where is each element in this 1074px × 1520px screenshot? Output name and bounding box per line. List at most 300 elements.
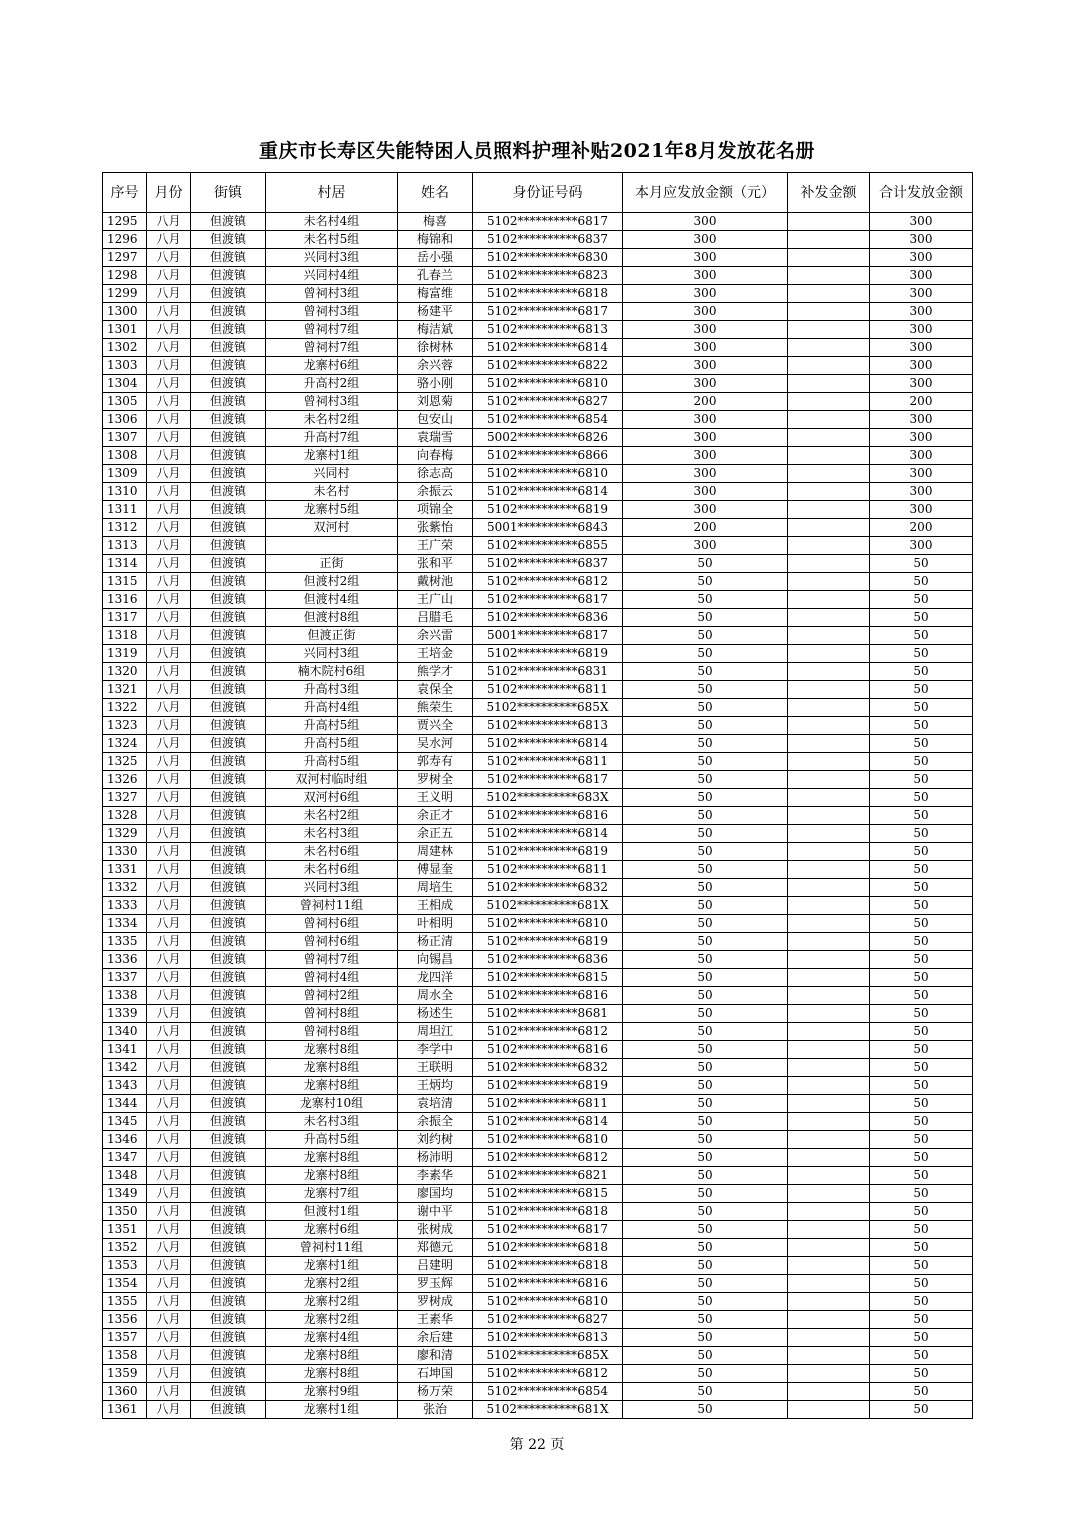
header-village: 村居 [266, 173, 398, 213]
cell-back-pay [788, 627, 870, 645]
cell-monthly-amount: 300 [623, 339, 788, 357]
cell-index: 1336 [103, 951, 147, 969]
cell-back-pay [788, 573, 870, 591]
cell-id-number: 5102**********6810 [473, 465, 623, 483]
cell-index: 1353 [103, 1257, 147, 1275]
cell-back-pay [788, 357, 870, 375]
table-row [103, 681, 973, 699]
cell-index: 1297 [103, 249, 147, 267]
cell-id-number: 5102**********6832 [473, 1059, 623, 1077]
table-row [103, 249, 973, 267]
cell-town: 但渡镇 [191, 339, 266, 357]
cell-id-number: 5102**********6821 [473, 1167, 623, 1185]
cell-id-number: 5102**********6855 [473, 537, 623, 555]
cell-total-amount: 300 [870, 375, 973, 393]
table-row [103, 1023, 973, 1041]
cell-month: 八月 [147, 1131, 191, 1149]
cell-id-number: 5102**********6817 [473, 591, 623, 609]
cell-month: 八月 [147, 735, 191, 753]
cell-index: 1296 [103, 231, 147, 249]
cell-back-pay [788, 861, 870, 879]
cell-name: 袁瑞雪 [398, 429, 473, 447]
cell-id-number: 5102**********6827 [473, 393, 623, 411]
table-row [103, 519, 973, 537]
cell-name: 余后建 [398, 1329, 473, 1347]
cell-monthly-amount: 50 [623, 627, 788, 645]
cell-id-number: 5102**********6831 [473, 663, 623, 681]
cell-index: 1356 [103, 1311, 147, 1329]
cell-month: 八月 [147, 303, 191, 321]
cell-village: 正街 [266, 555, 398, 573]
cell-back-pay [788, 1077, 870, 1095]
cell-index: 1312 [103, 519, 147, 537]
cell-total-amount: 50 [870, 807, 973, 825]
cell-total-amount: 50 [870, 915, 973, 933]
cell-town: 但渡镇 [191, 825, 266, 843]
cell-village: 但渡村4组 [266, 591, 398, 609]
cell-back-pay [788, 1329, 870, 1347]
cell-back-pay [788, 663, 870, 681]
cell-name: 廖和清 [398, 1347, 473, 1365]
cell-month: 八月 [147, 1329, 191, 1347]
cell-month: 八月 [147, 1149, 191, 1167]
cell-month: 八月 [147, 1113, 191, 1131]
cell-month: 八月 [147, 771, 191, 789]
cell-name: 王广荣 [398, 537, 473, 555]
cell-month: 八月 [147, 627, 191, 645]
cell-monthly-amount: 50 [623, 771, 788, 789]
cell-monthly-amount: 300 [623, 231, 788, 249]
cell-monthly-amount: 50 [623, 1257, 788, 1275]
cell-total-amount: 50 [870, 1347, 973, 1365]
cell-town: 但渡镇 [191, 1023, 266, 1041]
cell-town: 但渡镇 [191, 681, 266, 699]
cell-village: 未名村6组 [266, 843, 398, 861]
cell-back-pay [788, 537, 870, 555]
cell-town: 但渡镇 [191, 1257, 266, 1275]
cell-id-number: 5102**********6813 [473, 717, 623, 735]
cell-name: 罗树全 [398, 771, 473, 789]
cell-month: 八月 [147, 375, 191, 393]
cell-town: 但渡镇 [191, 951, 266, 969]
cell-total-amount: 50 [870, 735, 973, 753]
cell-name: 袁培清 [398, 1095, 473, 1113]
cell-back-pay [788, 501, 870, 519]
cell-total-amount: 300 [870, 465, 973, 483]
cell-back-pay [788, 429, 870, 447]
table-row [103, 465, 973, 483]
cell-total-amount: 50 [870, 1221, 973, 1239]
table-row [103, 447, 973, 465]
table-row [103, 627, 973, 645]
cell-total-amount: 50 [870, 1005, 973, 1023]
cell-index: 1328 [103, 807, 147, 825]
cell-id-number: 5102**********681X [473, 1401, 623, 1419]
cell-index: 1311 [103, 501, 147, 519]
table-row [103, 573, 973, 591]
cell-total-amount: 50 [870, 1329, 973, 1347]
cell-back-pay [788, 771, 870, 789]
table-row [103, 411, 973, 429]
cell-total-amount: 50 [870, 609, 973, 627]
cell-id-number: 5102**********6811 [473, 681, 623, 699]
cell-total-amount: 50 [870, 1041, 973, 1059]
cell-village: 但渡村8组 [266, 609, 398, 627]
cell-month: 八月 [147, 897, 191, 915]
cell-name: 骆小刚 [398, 375, 473, 393]
table-row [103, 1185, 973, 1203]
cell-index: 1313 [103, 537, 147, 555]
cell-total-amount: 50 [870, 1167, 973, 1185]
cell-index: 1347 [103, 1149, 147, 1167]
cell-total-amount: 50 [870, 1383, 973, 1401]
cell-index: 1346 [103, 1131, 147, 1149]
cell-total-amount: 50 [870, 897, 973, 915]
cell-name: 杨万荣 [398, 1383, 473, 1401]
cell-monthly-amount: 50 [623, 1239, 788, 1257]
cell-monthly-amount: 50 [623, 1383, 788, 1401]
cell-index: 1320 [103, 663, 147, 681]
cell-name: 戴树池 [398, 573, 473, 591]
cell-id-number: 5102**********6819 [473, 501, 623, 519]
cell-town: 但渡镇 [191, 249, 266, 267]
cell-name: 梅洁斌 [398, 321, 473, 339]
table-row [103, 879, 973, 897]
cell-village: 龙寨村5组 [266, 501, 398, 519]
cell-name: 包安山 [398, 411, 473, 429]
cell-name: 徐志高 [398, 465, 473, 483]
cell-town: 但渡镇 [191, 663, 266, 681]
cell-name: 张和平 [398, 555, 473, 573]
cell-total-amount: 300 [870, 231, 973, 249]
cell-month: 八月 [147, 231, 191, 249]
cell-total-amount: 50 [870, 699, 973, 717]
cell-name: 余兴蓉 [398, 357, 473, 375]
header-month: 月份 [147, 173, 191, 213]
cell-name: 张紫怡 [398, 519, 473, 537]
cell-index: 1345 [103, 1113, 147, 1131]
cell-month: 八月 [147, 1005, 191, 1023]
cell-id-number: 5102**********6810 [473, 1293, 623, 1311]
cell-monthly-amount: 300 [623, 537, 788, 555]
cell-name: 项锦全 [398, 501, 473, 519]
cell-index: 1298 [103, 267, 147, 285]
cell-id-number: 5102**********6812 [473, 1365, 623, 1383]
table-row [103, 1347, 973, 1365]
cell-total-amount: 300 [870, 321, 973, 339]
table-row [103, 897, 973, 915]
cell-month: 八月 [147, 519, 191, 537]
cell-town: 但渡镇 [191, 375, 266, 393]
cell-back-pay [788, 231, 870, 249]
cell-total-amount: 50 [870, 1185, 973, 1203]
cell-total-amount: 50 [870, 843, 973, 861]
cell-total-amount: 50 [870, 987, 973, 1005]
cell-village: 龙寨村4组 [266, 1329, 398, 1347]
cell-village: 曾祠村8组 [266, 1023, 398, 1041]
cell-month: 八月 [147, 1095, 191, 1113]
cell-id-number: 5102**********6819 [473, 933, 623, 951]
cell-id-number: 5102**********6816 [473, 1275, 623, 1293]
cell-month: 八月 [147, 357, 191, 375]
cell-town: 但渡镇 [191, 231, 266, 249]
header-index: 序号 [103, 173, 147, 213]
cell-monthly-amount: 50 [623, 879, 788, 897]
cell-name: 傅显奎 [398, 861, 473, 879]
cell-index: 1344 [103, 1095, 147, 1113]
cell-village: 曾祠村7组 [266, 321, 398, 339]
cell-monthly-amount: 300 [623, 213, 788, 231]
cell-month: 八月 [147, 285, 191, 303]
cell-town: 但渡镇 [191, 1203, 266, 1221]
cell-total-amount: 300 [870, 429, 973, 447]
cell-monthly-amount: 50 [623, 1329, 788, 1347]
cell-id-number: 5102**********6818 [473, 1203, 623, 1221]
cell-total-amount: 50 [870, 753, 973, 771]
table-row [103, 753, 973, 771]
cell-total-amount: 300 [870, 537, 973, 555]
table-row [103, 645, 973, 663]
cell-monthly-amount: 50 [623, 1311, 788, 1329]
table-row [103, 1077, 973, 1095]
cell-town: 但渡镇 [191, 1041, 266, 1059]
page-number: 第 22 页 [509, 1437, 565, 1453]
cell-month: 八月 [147, 1275, 191, 1293]
cell-month: 八月 [147, 663, 191, 681]
cell-village: 龙寨村7组 [266, 1185, 398, 1203]
cell-month: 八月 [147, 573, 191, 591]
cell-id-number: 5102**********681X [473, 897, 623, 915]
cell-id-number: 5102**********683X [473, 789, 623, 807]
cell-month: 八月 [147, 987, 191, 1005]
cell-index: 1343 [103, 1077, 147, 1095]
cell-total-amount: 50 [870, 1239, 973, 1257]
cell-total-amount: 300 [870, 285, 973, 303]
cell-name: 周建林 [398, 843, 473, 861]
cell-id-number: 5102**********6811 [473, 753, 623, 771]
table-row [103, 1293, 973, 1311]
cell-month: 八月 [147, 915, 191, 933]
cell-id-number: 5001**********6817 [473, 627, 623, 645]
cell-index: 1308 [103, 447, 147, 465]
cell-village: 龙寨村9组 [266, 1383, 398, 1401]
cell-total-amount: 50 [870, 951, 973, 969]
cell-back-pay [788, 1239, 870, 1257]
cell-total-amount: 50 [870, 1023, 973, 1041]
cell-id-number: 5002**********6826 [473, 429, 623, 447]
cell-village: 升高村5组 [266, 753, 398, 771]
cell-total-amount: 300 [870, 213, 973, 231]
cell-total-amount: 50 [870, 825, 973, 843]
cell-month: 八月 [147, 879, 191, 897]
cell-month: 八月 [147, 465, 191, 483]
cell-back-pay [788, 717, 870, 735]
cell-town: 但渡镇 [191, 303, 266, 321]
cell-monthly-amount: 50 [623, 897, 788, 915]
cell-name: 余正五 [398, 825, 473, 843]
cell-id-number: 5102**********6814 [473, 339, 623, 357]
cell-id-number: 5102**********8681 [473, 1005, 623, 1023]
cell-total-amount: 300 [870, 447, 973, 465]
table-row [103, 357, 973, 375]
cell-monthly-amount: 300 [623, 483, 788, 501]
cell-village: 龙寨村8组 [266, 1059, 398, 1077]
cell-month: 八月 [147, 1203, 191, 1221]
cell-id-number: 5102**********6810 [473, 1131, 623, 1149]
cell-town: 但渡镇 [191, 1221, 266, 1239]
cell-name: 王炳均 [398, 1077, 473, 1095]
cell-monthly-amount: 50 [623, 861, 788, 879]
cell-back-pay [788, 1275, 870, 1293]
cell-name: 王广山 [398, 591, 473, 609]
cell-monthly-amount: 50 [623, 1077, 788, 1095]
cell-id-number: 5102**********6837 [473, 555, 623, 573]
cell-monthly-amount: 300 [623, 429, 788, 447]
cell-month: 八月 [147, 321, 191, 339]
cell-index: 1303 [103, 357, 147, 375]
cell-monthly-amount: 50 [623, 915, 788, 933]
cell-month: 八月 [147, 825, 191, 843]
cell-back-pay [788, 699, 870, 717]
cell-total-amount: 300 [870, 249, 973, 267]
table-row [103, 537, 973, 555]
cell-id-number: 5102**********6814 [473, 825, 623, 843]
cell-town: 但渡镇 [191, 1113, 266, 1131]
table-row [103, 789, 973, 807]
cell-monthly-amount: 200 [623, 393, 788, 411]
cell-monthly-amount: 50 [623, 1293, 788, 1311]
cell-index: 1295 [103, 213, 147, 231]
table-row [103, 1005, 973, 1023]
cell-town: 但渡镇 [191, 591, 266, 609]
cell-village: 兴同村3组 [266, 249, 398, 267]
cell-month: 八月 [147, 1293, 191, 1311]
cell-town: 但渡镇 [191, 573, 266, 591]
cell-back-pay [788, 1365, 870, 1383]
cell-id-number: 5102**********6837 [473, 231, 623, 249]
cell-monthly-amount: 50 [623, 789, 788, 807]
cell-name: 郑德元 [398, 1239, 473, 1257]
cell-total-amount: 50 [870, 717, 973, 735]
cell-village: 曾祠村3组 [266, 393, 398, 411]
table-row [103, 285, 973, 303]
cell-back-pay [788, 339, 870, 357]
header-row [103, 173, 973, 213]
cell-month: 八月 [147, 1365, 191, 1383]
cell-name: 孔春兰 [398, 267, 473, 285]
cell-back-pay [788, 1095, 870, 1113]
cell-total-amount: 50 [870, 933, 973, 951]
cell-month: 八月 [147, 843, 191, 861]
cell-total-amount: 50 [870, 1293, 973, 1311]
cell-id-number: 5102**********6818 [473, 285, 623, 303]
cell-index: 1304 [103, 375, 147, 393]
cell-town: 但渡镇 [191, 1077, 266, 1095]
cell-town: 但渡镇 [191, 411, 266, 429]
cell-name: 梅富维 [398, 285, 473, 303]
cell-monthly-amount: 50 [623, 573, 788, 591]
cell-id-number: 5102**********6819 [473, 645, 623, 663]
cell-name: 余振全 [398, 1113, 473, 1131]
cell-index: 1306 [103, 411, 147, 429]
cell-name: 杨述生 [398, 1005, 473, 1023]
cell-index: 1307 [103, 429, 147, 447]
table-row [103, 1275, 973, 1293]
cell-index: 1350 [103, 1203, 147, 1221]
cell-town: 但渡镇 [191, 555, 266, 573]
cell-village: 双河村 [266, 519, 398, 537]
cell-monthly-amount: 300 [623, 303, 788, 321]
table-row [103, 591, 973, 609]
cell-town: 但渡镇 [191, 807, 266, 825]
cell-back-pay [788, 303, 870, 321]
cell-name: 周坦江 [398, 1023, 473, 1041]
cell-back-pay [788, 1347, 870, 1365]
table-row [103, 1401, 973, 1419]
cell-town: 但渡镇 [191, 1365, 266, 1383]
cell-name: 石坤国 [398, 1365, 473, 1383]
cell-monthly-amount: 50 [623, 1113, 788, 1131]
cell-id-number: 5102**********6810 [473, 915, 623, 933]
cell-name: 贾兴全 [398, 717, 473, 735]
cell-town: 但渡镇 [191, 213, 266, 231]
cell-town: 但渡镇 [191, 771, 266, 789]
cell-town: 但渡镇 [191, 393, 266, 411]
cell-village: 未名村 [266, 483, 398, 501]
table-row [103, 1149, 973, 1167]
cell-index: 1337 [103, 969, 147, 987]
cell-town: 但渡镇 [191, 609, 266, 627]
cell-id-number: 5102**********6815 [473, 1185, 623, 1203]
roster-body [103, 213, 973, 1419]
cell-village: 龙寨村8组 [266, 1041, 398, 1059]
cell-name: 梅锦和 [398, 231, 473, 249]
cell-month: 八月 [147, 501, 191, 519]
cell-town: 但渡镇 [191, 933, 266, 951]
cell-index: 1359 [103, 1365, 147, 1383]
cell-village: 未名村2组 [266, 411, 398, 429]
cell-index: 1315 [103, 573, 147, 591]
cell-monthly-amount: 50 [623, 1023, 788, 1041]
cell-index: 1325 [103, 753, 147, 771]
cell-back-pay [788, 1311, 870, 1329]
cell-village: 曾祠村11组 [266, 897, 398, 915]
cell-total-amount: 50 [870, 1257, 973, 1275]
cell-month: 八月 [147, 213, 191, 231]
cell-town: 但渡镇 [191, 1095, 266, 1113]
cell-name: 吴水河 [398, 735, 473, 753]
cell-village: 未名村3组 [266, 1113, 398, 1131]
cell-village: 升高村5组 [266, 735, 398, 753]
cell-back-pay [788, 555, 870, 573]
cell-town: 但渡镇 [191, 1347, 266, 1365]
cell-name: 熊荣生 [398, 699, 473, 717]
table-row [103, 555, 973, 573]
cell-back-pay [788, 447, 870, 465]
cell-id-number: 5102**********6836 [473, 951, 623, 969]
cell-name: 王相成 [398, 897, 473, 915]
table-row [103, 861, 973, 879]
cell-back-pay [788, 1149, 870, 1167]
cell-index: 1361 [103, 1401, 147, 1419]
cell-name: 吕腊毛 [398, 609, 473, 627]
cell-index: 1310 [103, 483, 147, 501]
cell-monthly-amount: 50 [623, 933, 788, 951]
table-row [103, 321, 973, 339]
cell-town: 但渡镇 [191, 627, 266, 645]
cell-name: 张治 [398, 1401, 473, 1419]
cell-village: 升高村5组 [266, 1131, 398, 1149]
